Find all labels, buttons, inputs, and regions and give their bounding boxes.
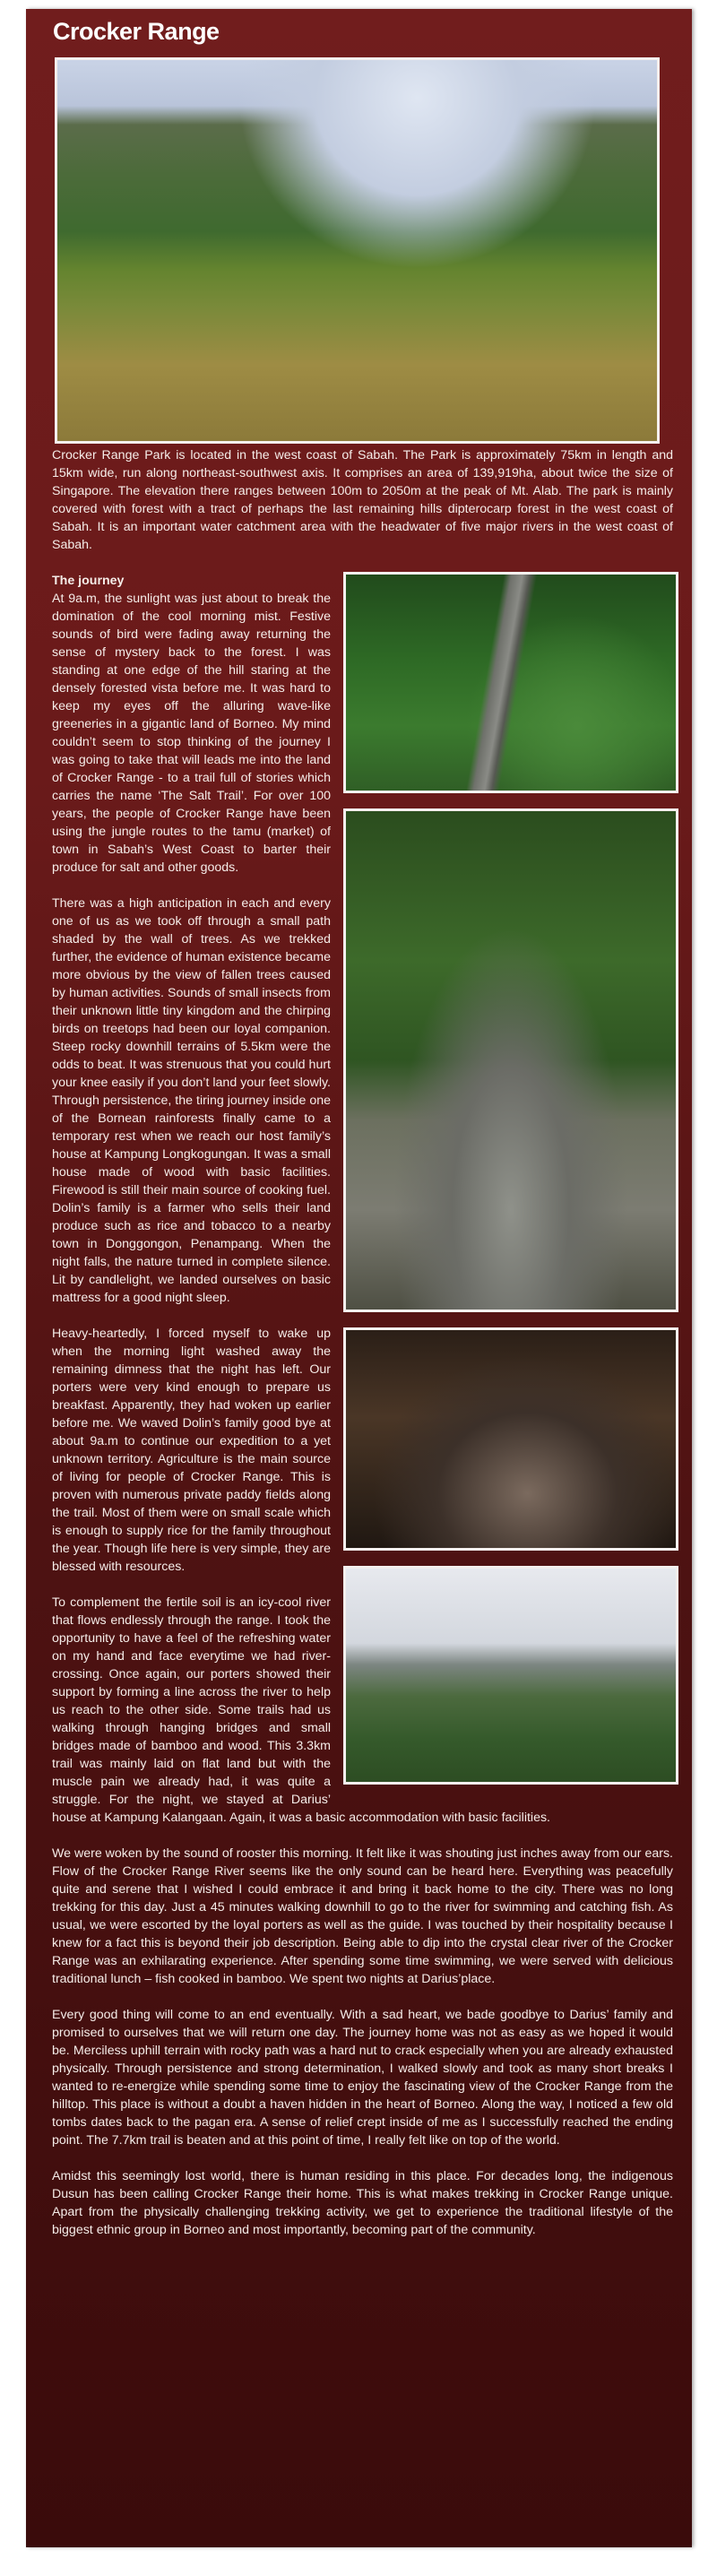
photo-hanging-bridge — [343, 572, 678, 793]
article-body — [52, 446, 673, 2257]
photo-column — [343, 572, 684, 1800]
journey-paragraph-7: Amidst this seemingly lost world, there is human residing in this place. For decades long, the indigenous Dusun has been calling Crocker Range their home. This is what makes trekking in Crocker Range unique. Apart from the physically challenging trekking activity, we get to experience the traditional lifestyle of the biggest ethnic group in Borneo and most importantly, becoming part of the community. — [52, 2169, 673, 2237]
hero-photo-crocker-range-landscape — [55, 57, 660, 444]
journey-heading: The journey — [52, 574, 125, 588]
paragraph-text: At 9a.m, the sunlight was just about to break the domination of the cool morning mist. Festive sounds of bird were fading away returning the sense of mystery back to the forest. I was standing at one edge of the hill staring at the densely forested vista before me. It was hard to keep my eyes off the alluring wave-like greeneries in a gigantic land of Borneo. My mind couldn’t seem to stop thinking of the journey I was going to take that will leads me into the land of Crocker Range - to a trail full of stories which carries the name ‘The Salt Trail’. For over 100 years, the people of Crocker Range have been using the jungle routes to the tamu (market) of town in Sabah’s West Coast to barter their produce for salt and other goods. — [52, 592, 331, 875]
journey-paragraph-4: To complement the fertile soil is an icy-cool river that flows endlessly through the range. I took the opportunity to have a feel of the refreshing water on my hand and face everytime we had river-crossing. Once again, our porters showed their support by forming a line across the river to help us reach to the other side. Some trails had us walking through hanging bridges and small bridges made of bamboo and wood. This 3.3km trail was mainly laid on flat land but with the muscle pain we already had, it was quite a struggle. For the night, we stayed at Darius’ house at Kampung Kalangaan. Again, it was a basic accommodation with basic facilities. — [52, 1595, 550, 1825]
photo-host-family-night — [343, 1327, 678, 1551]
journey-paragraph-6: Every good thing will come to an end eventually. With a sad heart, we bade goodbye to Darius’ family and promised to ourselves that we will return one day. The journey home was not as easy as we hoped it would be. Merciless uphill terrain with rocky path was a hard nut to crack especially when you are already exhausted physically. Through persistence and strong determination, I walked slowly and took as many short breaks I wanted to re-energize while spending some time to enjoy the fascinating view of the Crocker Range from the hilltop. This place is without a doubt a haven hidden in the heart of Borneo. Along the way, I noticed a few old tombs dates back to the pagan era. A sense of relief crept inside of me as I successfully reached the ending point. The 7.7km trail is beaten and at this point of time, I really felt like on top of the world. — [52, 2008, 673, 2148]
photo-river-crossing — [343, 808, 678, 1312]
article-title: Crocker Range — [53, 18, 220, 45]
journey-paragraph-5: We were woken by the sound of rooster this morning. It felt like it was shouting just inches away from our ears. Flow of the Crocker Range River seems like the only sound can be heard here. Everything was peacefully quite and serene that I wished I could embrace it and bring it back home to the city. There was no long trekking for this day. Just a 45 minutes walking downhill to go to the river for swimming and catching fish. As usual, we were escorted by the loyal porters as well as the guide. I was touched by their hospitality because I knew for a fact this is beyond their job description. Being able to dip into the crystal clear river of the Crocker Range was an exhilarating experience. After spending some time swimming, we were served with delicious traditional lunch – fish cooked in bamboo. We spent two nights at Darius’place. — [52, 1846, 673, 1986]
journey-paragraph-3: Heavy-heartedly, I forced myself to wake up when the morning light washed away the remaining dimness that the night has left. Our porters were very kind enough to prepare us breakfast. Apparently, they had woken up earlier before me. We waved Dolin’s family good bye at about 9a.m to continue our expedition to a yet unknown territory. Agriculture is the main source of living for people of Crocker Range. This is proven with numerous private paddy fields along the trail. Most of them were on small scale which is enough to supply rice for the family throughout the year. Though life here is very simple, they are blessed with resources. — [52, 1327, 331, 1574]
article-panel — [26, 9, 692, 2547]
intro-paragraph: Crocker Range Park is located in the west coast of Sabah. The Park is approximately 75km in length and 15km wide, run along northeast-southwest axis. It comprises an area of 139,919ha, about twice the size of Singapore. The elevation there ranges between 100m to 2050m at the peak of Mt. Alab. The park is mainly covered with forest with a tract of perhaps the last remaining hills dipterocarp forest in the west coast of Sabah. It is an important water catchment area with the headwater of five major rivers in the west coast of Sabah. — [52, 448, 673, 552]
photo-misty-hills — [343, 1566, 678, 1785]
journey-paragraph-2: There was a high anticipation in each and every one of us as we took off through a small path shaded by the wall of trees. As we trekked further, the evidence of human existence became more obvious by the view of fallen trees caused by human activities. Sounds of small insects from their unknown little tiny kingdom and the chirping birds on treetops had been our loyal companion. Steep rocky downhill terrains of 5.5km were the odds to beat. It was strenuous that you could hurt your knee easily if you don’t land your feet slowly. Through persistence, the tiring journey inside one of the Bornean rainforests finally came to a temporary rest when we reach our host family’s house at Kampung Longkogungan. It was a small house made of wood with basic facilities. Firewood is still their main source of cooking fuel. Dolin’s family is a farmer who sells their land produce such as rice and tobacco to a nearby town in Donggongon, Penampang. When the night falls, the nature turned in complete silence. Lit by candlelight, we landed ourselves on basic mattress for a good night sleep. — [52, 896, 331, 1305]
